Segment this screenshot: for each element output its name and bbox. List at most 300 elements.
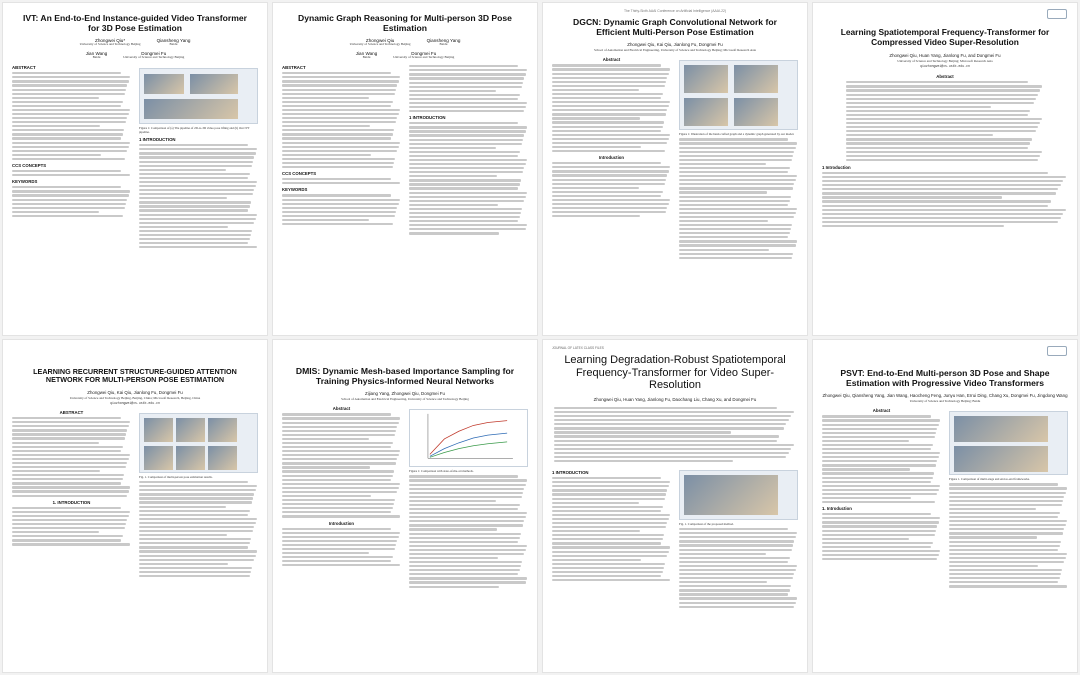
text-line — [949, 528, 1064, 530]
text-line — [679, 171, 788, 173]
text-line — [12, 174, 130, 176]
text-line — [679, 532, 797, 534]
text-line — [282, 552, 369, 554]
text-line — [846, 151, 1042, 153]
text-line — [552, 101, 670, 103]
text-line — [846, 102, 1034, 104]
text-line — [552, 559, 641, 561]
body-text — [282, 528, 401, 567]
author-line: Zijiang Yang, Zhongwei Qiu, Dongmei Fu — [365, 391, 445, 397]
section-heading: 1. INTRODUCTION — [52, 499, 91, 505]
text-line — [282, 121, 396, 123]
text-line — [552, 493, 666, 495]
text-line — [409, 139, 523, 141]
text-line — [12, 89, 126, 91]
text-line — [679, 191, 767, 193]
section-heading: 1 Introduction — [822, 164, 851, 170]
text-line — [552, 546, 670, 548]
text-line — [679, 549, 792, 551]
section-heading: KEYWORDS — [282, 187, 308, 193]
text-line — [679, 602, 796, 604]
text-line — [282, 162, 394, 164]
author-affiliation: Baidu — [169, 42, 178, 47]
author-entry — [350, 38, 411, 47]
figure-caption: Fig. 1. Comparison of multi-person pose estimation results. — [139, 475, 213, 480]
text-line — [282, 446, 391, 448]
text-line — [282, 528, 391, 530]
text-line — [679, 187, 793, 189]
text-line — [139, 485, 257, 487]
text-line — [679, 561, 788, 563]
text-line — [822, 440, 909, 442]
author-entry — [157, 38, 191, 47]
figure-caption: Figure 1: Comparison with state-of-the-art methods. — [409, 469, 474, 474]
text-line — [12, 523, 126, 525]
author-block — [12, 38, 258, 47]
text-line — [679, 179, 796, 181]
text-line — [139, 189, 254, 191]
text-line — [12, 442, 99, 444]
text-line — [552, 166, 670, 168]
text-line — [679, 581, 767, 583]
text-line — [409, 192, 527, 194]
text-line — [12, 466, 126, 468]
text-line — [409, 475, 518, 477]
text-line — [12, 199, 127, 201]
text-line — [12, 421, 130, 423]
text-line — [822, 225, 1004, 227]
text-line — [679, 253, 793, 255]
text-line — [409, 159, 527, 161]
text-line — [409, 228, 526, 230]
text-line — [679, 536, 796, 538]
text-line — [552, 506, 663, 508]
comparison-plot-icon — [410, 410, 527, 466]
author-affiliation: University of Science and Technology Beijing — [79, 42, 141, 47]
text-line — [409, 569, 520, 571]
paper-title: IVT: An End-to-End Instance-guided Video Transformer for 3D Pose Estimation — [23, 13, 247, 34]
paper-page-dynamic-graph — [272, 2, 538, 336]
text-line — [139, 205, 250, 207]
text-line — [679, 540, 794, 542]
author-entry — [86, 51, 108, 60]
text-line — [409, 82, 523, 84]
text-line — [12, 84, 127, 86]
author-name: Qiansheng Yang — [426, 38, 461, 44]
text-line — [552, 571, 663, 573]
text-line — [282, 503, 394, 505]
text-line — [282, 536, 399, 538]
text-column — [679, 57, 798, 260]
text-line — [282, 80, 399, 82]
body-text — [552, 162, 671, 217]
text-line — [139, 481, 248, 483]
text-line — [949, 545, 1060, 547]
text-line — [409, 508, 518, 510]
author-entry — [356, 51, 378, 60]
text-line — [552, 203, 669, 205]
text-line — [679, 220, 768, 222]
text-line — [282, 109, 400, 111]
text-line — [552, 126, 663, 128]
text-line — [282, 211, 396, 213]
author-affiliation: University of Science and Technology Beijing — [349, 42, 411, 47]
text-line — [139, 161, 253, 163]
text-line — [846, 122, 1040, 124]
text-line — [552, 85, 665, 87]
text-line — [12, 450, 121, 452]
section-heading: CCS CONCEPTS — [12, 163, 47, 169]
text-line — [822, 558, 937, 560]
text-line — [139, 522, 256, 524]
text-line — [822, 481, 931, 483]
author-name: Dongmei Fu — [141, 51, 167, 57]
text-line — [12, 158, 125, 160]
text-line — [409, 537, 520, 539]
text-line — [552, 89, 639, 91]
text-line — [409, 541, 518, 543]
text-line — [949, 483, 1058, 485]
text-line — [139, 156, 254, 158]
affiliation-line: University of Science and Technology Beijing; Microsoft Research Asia — [897, 59, 993, 64]
text-line — [409, 232, 499, 234]
text-line — [282, 511, 391, 513]
text-line — [552, 64, 661, 66]
text-line — [679, 569, 796, 571]
text-line — [409, 200, 524, 202]
text-line — [552, 563, 665, 565]
text-line — [282, 133, 393, 135]
text-line — [552, 498, 665, 500]
paper-page-dr-stft — [542, 339, 808, 673]
paper-page-psvt — [812, 339, 1078, 673]
text-line — [282, 84, 397, 86]
text-line — [949, 532, 1063, 534]
text-line — [12, 97, 99, 99]
text-line — [282, 117, 397, 119]
body-text — [822, 172, 1068, 227]
author-affiliation: Baidu — [362, 55, 371, 60]
text-line — [12, 462, 127, 464]
body-text — [949, 483, 1068, 587]
text-line — [552, 207, 667, 209]
section-heading: KEYWORDS — [12, 179, 38, 185]
text-line — [552, 195, 661, 197]
text-line — [822, 452, 940, 454]
text-line — [282, 178, 391, 180]
section-heading: ABSTRACT — [59, 410, 84, 416]
text-line — [282, 219, 369, 221]
text-line — [409, 179, 521, 181]
body-text — [409, 475, 528, 587]
text-line — [282, 76, 400, 78]
text-line — [12, 129, 124, 131]
text-line — [139, 555, 256, 557]
paper-title: Learning Degradation-Robust Spatiotemporal Frequency-Transformer for Video Super-Resolution — [564, 354, 786, 392]
text-line — [679, 167, 790, 169]
text-line — [679, 200, 790, 202]
text-line — [409, 134, 524, 136]
text-line — [139, 530, 253, 532]
text-line — [846, 138, 1032, 140]
text-line — [409, 171, 523, 173]
text-line — [139, 563, 228, 565]
text-line — [12, 433, 126, 435]
text-line — [846, 155, 1040, 157]
text-line — [139, 497, 253, 499]
text-line — [822, 521, 939, 523]
text-line — [552, 170, 669, 172]
text-line — [409, 130, 526, 132]
text-line — [282, 507, 393, 509]
text-line — [139, 148, 257, 150]
text-line — [552, 522, 667, 524]
text-line — [846, 147, 1028, 149]
text-line — [12, 454, 130, 456]
text-line — [12, 446, 123, 448]
section-heading: Introduction — [598, 155, 625, 161]
text-column — [139, 65, 258, 250]
text-line — [846, 110, 1030, 112]
paper-title: DMIS: Dynamic Mesh-based Importance Sampling for Training Physics-Informed Neural Networks — [295, 366, 515, 387]
text-line — [12, 527, 125, 529]
text-line — [282, 215, 395, 217]
affiliation-line: University of Science and Technology Beijing; Baidu — [909, 399, 981, 404]
text-line — [409, 216, 520, 218]
text-line — [949, 561, 1064, 563]
text-line — [282, 564, 400, 566]
text-line — [12, 142, 130, 144]
text-line — [409, 492, 523, 494]
text-line — [949, 504, 1062, 506]
text-line — [12, 76, 130, 78]
text-line — [554, 423, 786, 425]
text-line — [139, 234, 251, 236]
text-line — [552, 551, 669, 553]
text-line — [282, 93, 395, 95]
text-line — [846, 85, 1042, 87]
text-line — [12, 133, 123, 135]
text-line — [409, 98, 518, 100]
text-line — [409, 220, 518, 222]
text-line — [552, 502, 639, 504]
section-heading: Introduction — [328, 520, 355, 526]
text-line — [12, 490, 129, 492]
text-line — [822, 209, 1066, 211]
text-line — [409, 577, 527, 579]
publisher-logo-icon — [1047, 9, 1067, 19]
text-column — [409, 406, 528, 589]
text-line — [12, 117, 127, 119]
text-line — [679, 585, 791, 587]
section-heading: 1. Introduction — [822, 506, 852, 512]
text-line — [822, 550, 940, 552]
text-line — [282, 154, 371, 156]
text-line — [552, 215, 640, 217]
text-line — [552, 526, 666, 528]
text-line — [139, 575, 250, 577]
text-line — [409, 122, 518, 124]
section-heading: 1 INTRODUCTION — [552, 470, 589, 476]
text-line — [552, 510, 661, 512]
text-line — [139, 226, 228, 228]
text-line — [822, 444, 933, 446]
text-line — [139, 559, 254, 561]
paper-title: DGCN: Dynamic Graph Convolutional Network for Efficient Multi-Person Pose Estimation — [573, 17, 777, 38]
text-line — [822, 546, 931, 548]
text-line — [12, 478, 123, 480]
text-line — [12, 194, 129, 196]
text-line — [679, 244, 796, 246]
text-line — [139, 218, 256, 220]
journal-header — [552, 346, 798, 350]
text-line — [282, 158, 395, 160]
text-line — [409, 524, 523, 526]
text-line — [679, 151, 794, 153]
text-line — [679, 232, 790, 234]
section-heading: 1 INTRODUCTION — [409, 115, 446, 121]
text-line — [409, 126, 527, 128]
text-line — [409, 516, 526, 518]
text-line — [12, 437, 125, 439]
text-line — [409, 175, 497, 177]
text-line — [282, 532, 400, 534]
text-line — [409, 586, 499, 588]
text-line — [846, 94, 1038, 96]
text-line — [139, 193, 253, 195]
text-line — [679, 573, 794, 575]
text-line — [12, 154, 101, 156]
text-line — [822, 530, 936, 532]
text-line — [409, 73, 526, 75]
text-line — [409, 484, 526, 486]
body-text — [409, 122, 528, 234]
text-line — [822, 200, 1051, 202]
text-line — [679, 236, 788, 238]
text-line — [822, 172, 1048, 174]
text-line — [679, 159, 792, 161]
text-line — [679, 249, 769, 251]
figure — [409, 409, 528, 467]
text-line — [552, 117, 640, 119]
text-line — [949, 557, 1066, 559]
text-line — [949, 565, 1038, 567]
text-line — [282, 548, 395, 550]
text-line — [12, 458, 129, 460]
text-line — [846, 134, 993, 136]
text-line — [139, 246, 257, 248]
text-line — [949, 520, 1067, 522]
body-text — [822, 415, 941, 503]
text-line — [679, 528, 788, 530]
text-line — [949, 516, 1058, 518]
text-line — [139, 534, 227, 536]
text-line — [12, 495, 127, 497]
text-line — [139, 510, 250, 512]
text-column — [282, 406, 401, 589]
text-line — [822, 213, 1063, 215]
text-line — [554, 460, 733, 462]
text-line — [282, 470, 394, 472]
text-line — [139, 242, 248, 244]
text-line — [409, 224, 527, 226]
figure — [679, 60, 798, 130]
text-line — [949, 585, 1067, 587]
paper-title: PSVT: End-to-End Multi-person 3D Pose and Shape Estimation with Progressive Video Transformers — [840, 368, 1050, 389]
text-line — [552, 579, 670, 581]
text-line — [409, 557, 498, 559]
text-column — [679, 467, 798, 610]
text-line — [552, 162, 661, 164]
text-line — [822, 513, 931, 515]
text-line — [679, 597, 797, 599]
body-text — [12, 417, 131, 497]
text-line — [282, 491, 397, 493]
text-line — [409, 94, 520, 96]
paper-page-ivt — [2, 2, 268, 336]
text-line — [282, 166, 393, 168]
abstract-text — [554, 407, 796, 462]
text-line — [282, 458, 397, 460]
text-line — [679, 204, 788, 206]
text-line — [554, 411, 794, 413]
text-line — [409, 561, 522, 563]
text-line — [822, 468, 910, 470]
text-line — [139, 197, 227, 199]
text-line — [552, 211, 666, 213]
text-line — [409, 208, 522, 210]
text-line — [139, 144, 248, 146]
text-line — [949, 536, 1037, 538]
text-line — [552, 575, 661, 577]
text-line — [554, 415, 791, 417]
text-line — [282, 430, 396, 432]
text-line — [282, 72, 391, 74]
text-line — [552, 514, 670, 516]
text-line — [139, 546, 248, 548]
figure-caption: Fig. 1. Comparison of the proposed method. — [679, 522, 734, 527]
text-line — [139, 538, 251, 540]
section-heading: 1 INTRODUCTION — [139, 137, 176, 143]
text-line — [282, 129, 394, 131]
text-line — [552, 142, 667, 144]
text-line — [409, 533, 521, 535]
text-line — [139, 514, 248, 516]
text-line — [552, 542, 661, 544]
body-text — [282, 178, 401, 184]
text-line — [12, 507, 121, 509]
text-line — [554, 456, 786, 458]
author-name: Jian Wang — [355, 51, 378, 57]
text-line — [12, 515, 129, 517]
text-line — [822, 180, 1063, 182]
text-line — [846, 159, 1038, 161]
figure — [139, 68, 258, 124]
text-line — [12, 146, 129, 148]
text-line — [846, 98, 1036, 100]
text-line — [282, 199, 400, 201]
text-line — [949, 500, 1063, 502]
text-line — [552, 518, 669, 520]
text-line — [822, 501, 935, 503]
text-line — [552, 73, 669, 75]
text-line — [679, 589, 790, 591]
text-line — [409, 500, 496, 502]
text-line — [409, 520, 524, 522]
text-line — [552, 121, 664, 123]
text-line — [822, 432, 936, 434]
section-heading: CCS CONCEPTS — [282, 171, 317, 177]
